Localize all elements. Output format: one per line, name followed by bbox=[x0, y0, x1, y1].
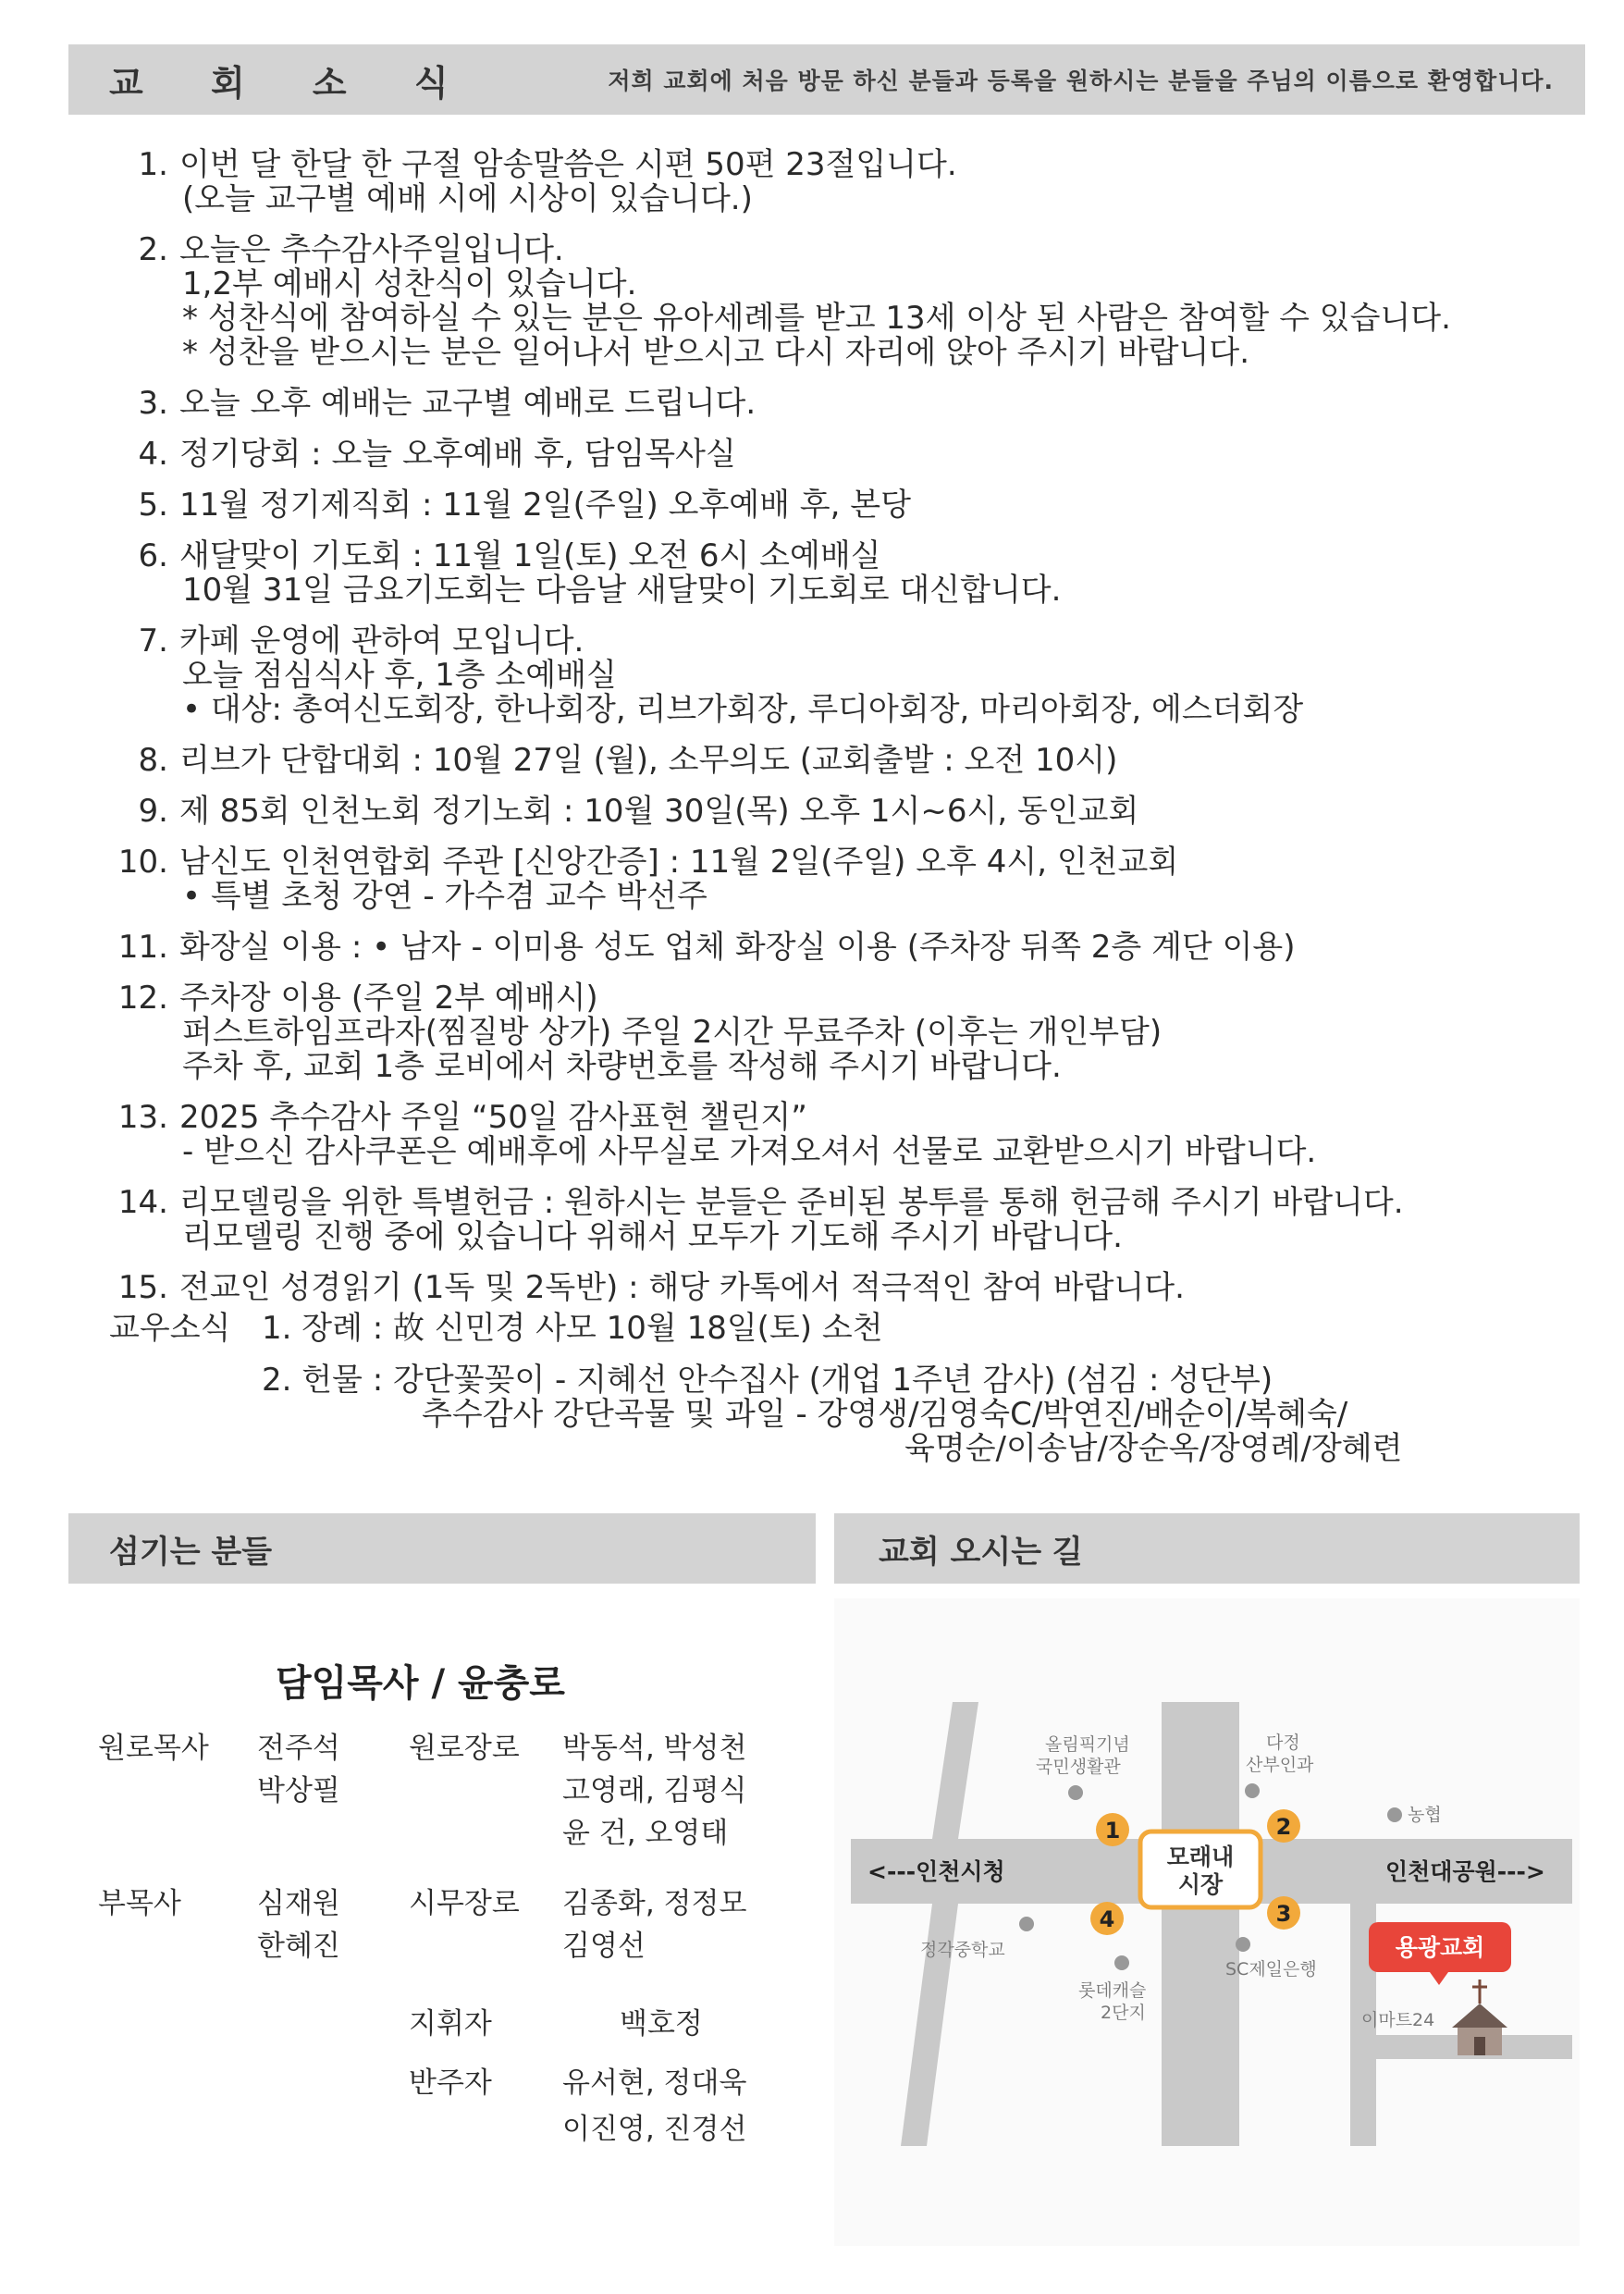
landmark-nonghyup: 농협 bbox=[1408, 1805, 1442, 1825]
news-item-text bbox=[179, 488, 1602, 523]
landmark-jeonggak: 정각중학교 bbox=[920, 1940, 1005, 1960]
news-item-line: 1,2부 예배시 성찬식이 있습니다. bbox=[182, 265, 637, 302]
news-item-line: 정기당회 : 오늘 오후예배 후, 담임목사실 bbox=[179, 436, 736, 473]
landmark-olympic-2: 국민생활관 bbox=[1036, 1757, 1121, 1777]
member-news-item-2: 2. 헌물 : 강단꽃꽂이 - 지혜선 안수집사 (개업 1주년 감사) (섬김 : 성단부) bbox=[262, 1362, 1273, 1399]
news-item-text bbox=[179, 539, 1602, 608]
market-label-2: 시장 bbox=[1177, 1871, 1224, 1898]
directions-map bbox=[851, 1702, 1572, 2146]
elder-elder-label: 원로장로 bbox=[409, 1732, 520, 1765]
news-item-number: 7. bbox=[138, 623, 168, 660]
elder-elder-names: 윤 건, 오영태 bbox=[562, 1817, 729, 1850]
member-news bbox=[109, 1310, 1403, 1467]
news-item-text bbox=[179, 795, 1602, 829]
conductor-label: 지휘자 bbox=[409, 2007, 492, 2041]
landmark-lotte-1: 롯데캐슬 bbox=[1078, 1980, 1147, 2001]
news-item-number: 9. bbox=[138, 793, 168, 830]
news-item bbox=[104, 148, 1602, 216]
news-item-text bbox=[179, 624, 1602, 727]
news-item-number: 15. bbox=[117, 1269, 168, 1306]
accompanist-names: 유서현, 정대욱 bbox=[562, 2066, 747, 2100]
landmark-sc: SC제일은행 bbox=[1225, 1959, 1317, 1980]
news-item-line: * 성찬식에 참여하실 수 있는 분은 유아세례를 받고 13세 이상 된 사람은 참여할 수 있습니다. bbox=[182, 300, 1451, 337]
landmark-dot bbox=[1387, 1807, 1402, 1822]
news-item-line: 주차 후, 교회 1층 로비에서 차량번호를 작성해 주시기 바랍니다. bbox=[182, 1048, 1062, 1085]
news-item-text bbox=[179, 1186, 1602, 1254]
news-item-number: 10. bbox=[117, 844, 168, 881]
elder-pastor-name: 박상필 bbox=[257, 1774, 340, 1807]
landmark-olympic-1: 올림픽기념 bbox=[1045, 1734, 1130, 1755]
news-item-line: • 특별 초청 강연 - 가수겸 교수 박선주 bbox=[182, 878, 707, 915]
news-list bbox=[104, 148, 1602, 1322]
member-news-item-2-cont-1: 추수감사 강단곡물 및 과일 - 강영생/김영숙C/박연진/배순이/복혜숙/ bbox=[422, 1396, 1348, 1433]
news-item bbox=[104, 488, 1602, 523]
news-item-number: 13. bbox=[117, 1099, 168, 1136]
news-item-line: 오늘 오후 예배는 교구별 예배로 드립니다. bbox=[179, 385, 757, 422]
directions-header bbox=[834, 1513, 1580, 1584]
news-item bbox=[104, 1271, 1602, 1305]
market-label-1: 모래내 bbox=[1166, 1844, 1235, 1870]
news-item-text bbox=[179, 438, 1602, 472]
news-item-line: 전교인 성경읽기 (1독 및 2독반) : 해당 카톡에서 적극적인 참여 바랍니다. bbox=[179, 1269, 1185, 1306]
accompanist-label: 반주자 bbox=[409, 2066, 492, 2100]
news-item-number: 11. bbox=[117, 929, 168, 966]
news-item-line: 남신도 인천연합회 주관 [신앙간증] : 11월 2일(주일) 오후 4시, 인천교회 bbox=[179, 844, 1179, 881]
left-arrow-label: <---인천시청 bbox=[867, 1858, 1005, 1885]
exit-4-label: 4 bbox=[1099, 1906, 1115, 1932]
church-icon bbox=[1452, 1980, 1507, 2055]
landmark-lotte-2: 2단지 bbox=[1101, 2003, 1146, 2023]
news-item bbox=[104, 845, 1602, 914]
news-item-text bbox=[179, 744, 1602, 778]
news-item-line: (오늘 교구별 예배 시에 시상이 있습니다.) bbox=[182, 180, 753, 217]
news-item-line: - 받으신 감사쿠폰은 예배후에 사무실로 가져오셔서 선물로 교환받으시기 바랍니다. bbox=[182, 1133, 1317, 1170]
news-item bbox=[104, 744, 1602, 778]
news-item-line: 2025 추수감사 주일 “50일 감사표현 챌린지” bbox=[179, 1099, 807, 1136]
news-item-line: * 성찬을 받으시는 분은 일어나서 받으시고 다시 자리에 앉아 주시기 바랍니다. bbox=[182, 334, 1250, 371]
senior-pastor: 담임목사 / 윤충로 bbox=[276, 1662, 565, 1705]
landmark-dot bbox=[1236, 1937, 1250, 1952]
elder-elder-names: 박동석, 박성천 bbox=[562, 1732, 747, 1765]
news-item bbox=[104, 981, 1602, 1084]
directions-header-title: 교회 오시는 길 bbox=[879, 1533, 1083, 1571]
news-item bbox=[104, 539, 1602, 608]
active-elder-names: 김종화, 정정모 bbox=[562, 1887, 747, 1920]
news-item-text bbox=[179, 387, 1602, 421]
welcome-text: 저희 교회에 처음 방문 하신 분들과 등록을 원하시는 분들을 주님의 이름으로 환영합니다. bbox=[608, 68, 1554, 94]
news-item-line: 오늘 점심식사 후, 1층 소예배실 bbox=[182, 657, 617, 694]
conductor-name: 백호정 bbox=[620, 2007, 703, 2041]
news-item bbox=[104, 1101, 1602, 1169]
news-item bbox=[104, 931, 1602, 965]
news-item-line: 이번 달 한달 한 구절 암송말씀은 시편 50편 23절입니다. bbox=[179, 146, 957, 183]
news-item-text bbox=[179, 845, 1602, 914]
news-item-line: 리브가 단합대회 : 10월 27일 (월), 소무의도 (교회출발 : 오전 10시) bbox=[179, 742, 1118, 779]
church-label: 용광교회 bbox=[1395, 1934, 1485, 1961]
news-item-line: 10월 31일 금요기도회는 다음날 새달맞이 기도회로 대신합니다. bbox=[182, 572, 1062, 609]
news-item-line: 새달맞이 기도회 : 11월 1일(토) 오전 6시 소예배실 bbox=[179, 537, 881, 574]
exit-3-label: 3 bbox=[1275, 1901, 1292, 1927]
landmark-dot bbox=[1245, 1783, 1260, 1798]
news-item-text bbox=[179, 1271, 1602, 1305]
news-item bbox=[104, 387, 1602, 421]
associate-pastor-label: 부목사 bbox=[98, 1887, 181, 1920]
news-item-number: 14. bbox=[117, 1184, 168, 1221]
landmark-emart: 이마트24 bbox=[1361, 2010, 1435, 2030]
church-label-pointer bbox=[1430, 1972, 1448, 1985]
news-item-text bbox=[179, 931, 1602, 965]
news-item-number: 4. bbox=[138, 436, 168, 473]
news-item-text bbox=[179, 233, 1602, 370]
news-item-text bbox=[179, 981, 1602, 1084]
news-item bbox=[104, 624, 1602, 727]
news-item-number: 6. bbox=[138, 537, 168, 574]
news-item-line: 11월 정기제직회 : 11월 2일(주일) 오후예배 후, 본당 bbox=[179, 487, 911, 524]
landmark-dot bbox=[1068, 1785, 1083, 1800]
serve-header-title: 섬기는 분들 bbox=[109, 1533, 273, 1571]
serve-header bbox=[68, 1513, 816, 1584]
news-item-line: 제 85회 인천노회 정기노회 : 10월 30일(목) 오후 1시~6시, 동인교회 bbox=[179, 793, 1139, 830]
news-item bbox=[104, 438, 1602, 472]
news-item bbox=[104, 233, 1602, 370]
exit-1-label: 1 bbox=[1104, 1818, 1121, 1844]
elder-elder-names: 고영래, 김평식 bbox=[562, 1774, 747, 1807]
news-item-line: 화장실 이용 : • 남자 - 이미용 성도 업체 화장실 이용 (주차장 뒤쪽 2층 계단 이용) bbox=[179, 929, 1296, 966]
news-item-line: 주차장 이용 (주일 2부 예배시) bbox=[179, 980, 598, 1017]
landmark-dot bbox=[1114, 1955, 1129, 1970]
news-item-number: 8. bbox=[138, 742, 168, 779]
news-item-text bbox=[179, 1101, 1602, 1169]
exit-2-label: 2 bbox=[1275, 1814, 1292, 1840]
news-item bbox=[104, 795, 1602, 829]
news-item-line: 퍼스트하임프라자(찜질방 상가) 주일 2시간 무료주차 (이후는 개인부담) bbox=[182, 1014, 1163, 1051]
news-item-number: 2. bbox=[138, 231, 168, 268]
news-item-number: 5. bbox=[138, 487, 168, 524]
main-road-vertical bbox=[1162, 1702, 1239, 2146]
associate-pastor-name: 한혜진 bbox=[257, 1930, 340, 1963]
news-item-text bbox=[179, 148, 1602, 216]
news-item-number: 12. bbox=[117, 980, 168, 1017]
news-item-line: 리모델링 진행 중에 있습니다 위해서 모두가 기도해 주시기 바랍니다. bbox=[182, 1218, 1123, 1255]
landmark-dajeong-2: 산부인과 bbox=[1246, 1755, 1314, 1775]
news-header bbox=[68, 44, 1585, 115]
right-arrow-label: 인천대공원---> bbox=[1385, 1858, 1545, 1885]
active-elder-label: 시무장로 bbox=[409, 1887, 520, 1920]
news-item-line: 오늘은 추수감사주일입니다. bbox=[179, 231, 564, 268]
member-news-item-2-cont-2: 육명순/이송남/장순옥/장영례/장혜련 bbox=[904, 1430, 1403, 1467]
accompanist-names: 이진영, 진경선 bbox=[562, 2113, 747, 2146]
associate-pastor-name: 심재원 bbox=[257, 1887, 340, 1920]
landmark-dajeong-1: 다정 bbox=[1266, 1733, 1300, 1753]
member-news-item-1: 1. 장례 : 故 신민경 사모 10월 18일(토) 소천 bbox=[262, 1310, 883, 1347]
member-news-label: 교우소식 bbox=[109, 1310, 231, 1347]
news-item bbox=[104, 1186, 1602, 1254]
active-elder-names: 김영선 bbox=[562, 1930, 646, 1963]
news-item-line: • 대상: 총여신도회장, 한나회장, 리브가회장, 루디아회장, 마리아회장, 에스더회장 bbox=[182, 691, 1304, 728]
news-item-number: 1. bbox=[138, 146, 168, 183]
news-item-line: 카페 운영에 관하여 모입니다. bbox=[179, 623, 584, 660]
news-title: 교 회 소 식 bbox=[109, 62, 476, 104]
landmark-dot bbox=[1019, 1917, 1034, 1931]
elder-pastor-label: 원로목사 bbox=[98, 1732, 209, 1765]
side-road bbox=[932, 1702, 978, 1839]
news-item-line: 리모델링을 위한 특별헌금 : 원하시는 분들은 준비된 봉투를 통해 헌금해 주시기 바랍니다. bbox=[179, 1184, 1404, 1221]
news-item-number: 3. bbox=[138, 385, 168, 422]
elder-pastor-name: 전주석 bbox=[257, 1732, 340, 1765]
